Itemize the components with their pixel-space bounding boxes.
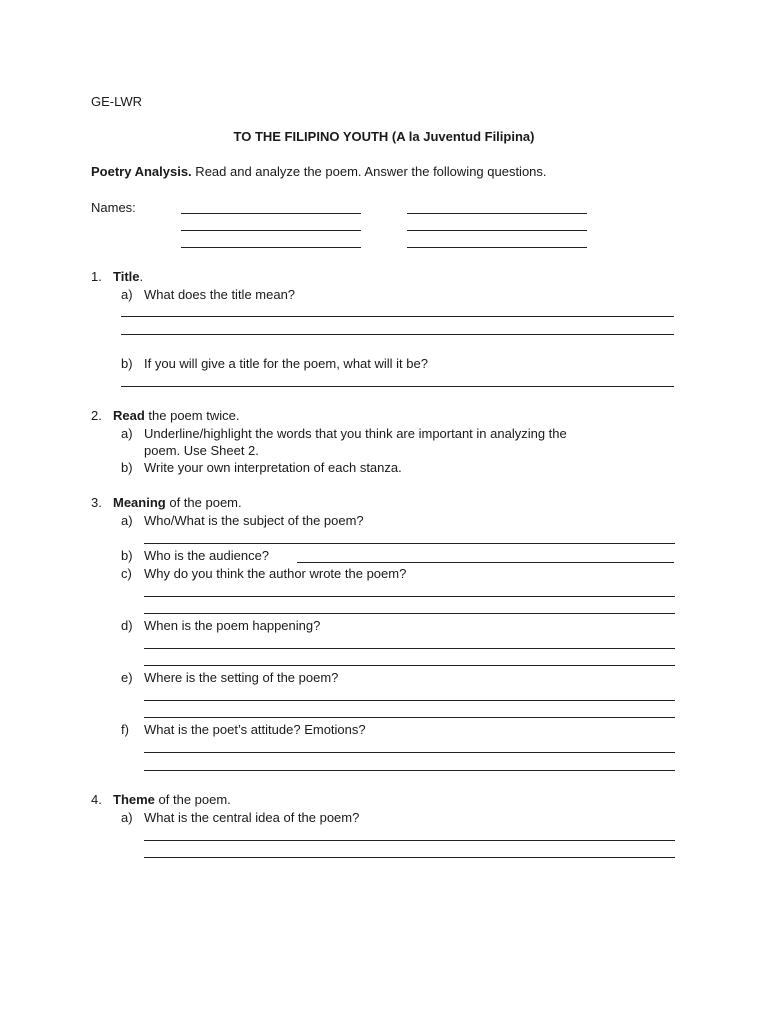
q3-heading bbox=[113, 495, 242, 511]
q2b-text: Write your own interpretation of each stanza. bbox=[144, 460, 402, 475]
q1a-text: What does the title mean? bbox=[144, 287, 296, 302]
q3c-answer-line-2[interactable] bbox=[144, 613, 675, 614]
q1b-text: If you will give a title for the poem, what will it be? bbox=[144, 356, 428, 371]
q3f-answer-line-2[interactable] bbox=[144, 770, 675, 771]
q2a-text: Underline/highlight the words that you think are important in analyzing the bbox=[144, 426, 567, 441]
name-blank-3[interactable] bbox=[181, 230, 361, 231]
name-blank-5[interactable] bbox=[181, 247, 361, 248]
q2b-letter: b) bbox=[121, 460, 133, 475]
q3e-text: Where is the setting of the poem? bbox=[144, 670, 339, 685]
q4-number: 4. bbox=[91, 792, 102, 807]
q4a-text: What is the central idea of the poem? bbox=[144, 810, 360, 825]
q3-heading-bold: Meaning bbox=[113, 495, 166, 510]
q3e-answer-line-1[interactable] bbox=[144, 700, 675, 701]
q4a-answer-line-1[interactable] bbox=[144, 840, 675, 841]
q4-heading bbox=[113, 792, 231, 808]
q3d-answer-line-2[interactable] bbox=[144, 665, 675, 666]
name-blank-2[interactable] bbox=[407, 213, 587, 214]
instructions bbox=[91, 164, 547, 180]
q4-heading-rest: of the poem. bbox=[154, 792, 231, 807]
q3c-letter: c) bbox=[121, 566, 132, 581]
instructions-text: Read and analyze the poem. Answer the following questions. bbox=[191, 164, 547, 179]
q3e-answer-line-2[interactable] bbox=[144, 717, 675, 718]
q3d-text: When is the poem happening? bbox=[144, 618, 321, 633]
q1a-answer-line-2[interactable] bbox=[121, 334, 674, 335]
q3f-text: What is the poet’s attitude? Emotions? bbox=[144, 722, 366, 737]
q3d-answer-line-1[interactable] bbox=[144, 648, 675, 649]
q3-heading-rest: of the poem. bbox=[165, 495, 242, 510]
q3c-text: Why do you think the author wrote the poem? bbox=[144, 566, 407, 581]
q1a-answer-line-1[interactable] bbox=[121, 316, 674, 317]
q4a-answer-line-2[interactable] bbox=[144, 857, 675, 858]
q3d-letter: d) bbox=[121, 618, 133, 633]
q3f-answer-line-1[interactable] bbox=[144, 752, 675, 753]
course-code: GE-LWR bbox=[91, 94, 143, 109]
q3b-text: Who is the audience? bbox=[144, 548, 270, 563]
name-blank-4[interactable] bbox=[407, 230, 587, 231]
q1a-letter: a) bbox=[121, 287, 133, 302]
q3a-answer-line-1[interactable] bbox=[144, 543, 675, 544]
instructions-label: Poetry Analysis. bbox=[91, 164, 192, 179]
name-blank-1[interactable] bbox=[181, 213, 361, 214]
q1-heading bbox=[113, 269, 143, 285]
q2-heading bbox=[113, 408, 239, 424]
q3a-letter: a) bbox=[121, 513, 133, 528]
q2-heading-rest: the poem twice. bbox=[144, 408, 240, 423]
q3a-text: Who/What is the subject of the poem? bbox=[144, 513, 364, 528]
q3e-letter: e) bbox=[121, 670, 133, 685]
worksheet-title: TO THE FILIPINO YOUTH (A la Juventud Filipina) bbox=[233, 129, 535, 144]
q1b-answer-line-1[interactable] bbox=[121, 386, 674, 387]
q4a-letter: a) bbox=[121, 810, 133, 825]
q3f-letter: f) bbox=[121, 722, 129, 737]
q3-number: 3. bbox=[91, 495, 102, 510]
q1b-letter: b) bbox=[121, 356, 133, 371]
q2-number: 2. bbox=[91, 408, 102, 423]
q2a-letter: a) bbox=[121, 426, 133, 441]
q2-heading-bold: Read bbox=[113, 408, 145, 423]
q4-heading-bold: Theme bbox=[113, 792, 155, 807]
q2a-text-cont: poem. Use Sheet 2. bbox=[144, 443, 259, 458]
names-label: Names: bbox=[91, 200, 136, 215]
q3c-answer-line-1[interactable] bbox=[144, 596, 675, 597]
name-blank-6[interactable] bbox=[407, 247, 587, 248]
q3b-letter: b) bbox=[121, 548, 133, 563]
q1-number: 1. bbox=[91, 269, 102, 284]
q1-heading-rest: . bbox=[139, 269, 144, 284]
q3b-answer-line-1[interactable] bbox=[297, 562, 674, 563]
q1-heading-bold: Title bbox=[113, 269, 140, 284]
